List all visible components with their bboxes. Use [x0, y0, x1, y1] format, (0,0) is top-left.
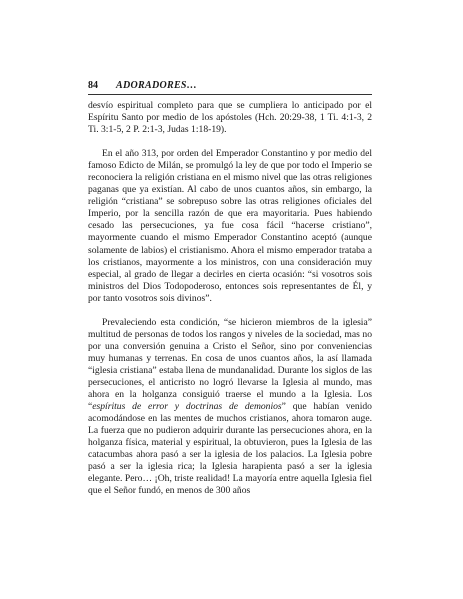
paragraph-1: desvío espiritual completo para que se cumpliera lo anticipado por el Espíritu Santo por medio de los apóstoles (Hch. 20:29-38, 1 Ti. 4:1-3, 2 Ti. 3:1-5, 2 P. 2:1-3, Judas 1:18-19).: [88, 100, 372, 136]
paragraph-2: En el año 313, por orden del Emperador Constantino y por medio del famoso Edicto de Milán, se promulgó la ley de que por todo el Imperio se reconociera la religión cristiana en el mismo nivel que las otras religiones paganas que ya existían. Al cabo de unos cuantos años, sin embargo, la religión “cristiana” se sobrepuso sobre las otras religiones oficiales del Imperio, por la sencilla razón de que era mayoritaria. Pues habiendo cesado las persecuciones, ya fue cosa fácil “hacerse cristiano”, mayormente cuando el mismo Emperador Constantino aceptó (aunque solamente de labios) el cristianismo. Ahora el mismo emperador trataba a los cristianos, mayormente a los ministros, con una consideración muy especial, al grado de llegar a decirles en cierta ocasión: “si vosotros sois ministros del Dios Todopoderoso, entonces sois representantes de Él, y por tanto vosotros sois divinos”.: [88, 148, 372, 304]
paragraph-3-text-b: ” que habían venido acomodándose en las mentes de muchos cristianos, ahora tomaron auge. La fuerza que no pudieron adquirir durante las persecuciones ahora, en la holganza física, material y espiritual, la obtuvieron, pues la Iglesia de las catacumbas ahora pasó a ser la iglesia de los palacios. La Iglesia pobre pasó a ser la iglesia rica; la Iglesia harapienta pasó a ser la iglesia elegante. Pero… ¡Oh, triste realidad! La mayoría entre aquella Iglesia fiel que el Señor fundó, en menos de 300 años: [88, 401, 372, 497]
page-body: [88, 100, 372, 497]
paragraph-3-text-a: Prevaleciendo esta condición, “se hicieron miembros de la iglesia” multitud de personas de todos los rangos y niveles de la sociedad, mas no por una conversión genuina a Cristo el Señor, sino por conveniencias muy humanas y terrenas. En cosa de unos cuantos años, la así llamada “iglesia cristiana” estaba llena de mundanalidad. Durante los siglos de las persecuciones, el anticristo no logró llevarse la Iglesia al mundo, mas ahora en la holganza consiguió traerse el mundo a la Iglesia. Los “: [88, 316, 372, 413]
page-number: 84: [88, 80, 98, 91]
paragraph-3-italic-quote: espíritus de error y doctrinas de demonios: [92, 401, 282, 413]
running-title: ADORADORES…: [116, 80, 198, 91]
header-rule: [88, 94, 372, 95]
paragraph-gap: [88, 136, 372, 148]
paragraph-gap: [88, 305, 372, 317]
paragraph-3: [88, 317, 372, 498]
